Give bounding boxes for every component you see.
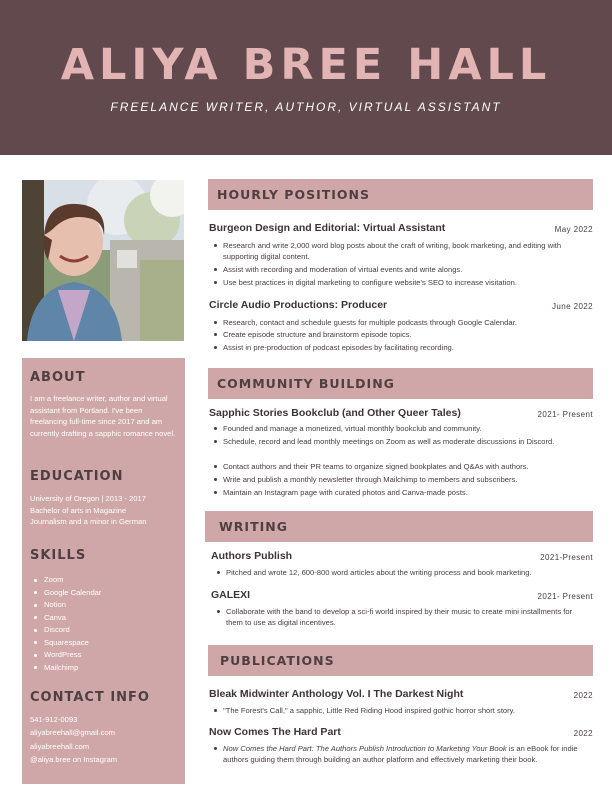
skill-item: Mailchimp [30,662,101,675]
job-bullet: Contact authors and their PR teams to organize signed bookplates and Q&As with authors. [223,461,589,472]
job-title: Now Comes The Hard Part [209,726,341,738]
tagline: FREELANCE WRITER, AUTHOR, VIRTUAL ASSISTANT [110,100,502,114]
job-title: Burgeon Design and Editorial: Virtual Assistant [209,222,446,234]
job-bullet: Write and publish a monthly newsletter through Mailchimp to members and subscribers. [223,474,589,485]
education-line: University of Oregon | 2013 - 2017 [30,494,146,503]
education-line: Journalism and a minor in German [30,517,147,527]
job-bullet: "The Forest's Call," a sapphic, Little Red Riding Hood inspired gothic horror short story. [223,705,589,716]
contact-website[interactable]: aliyabreehall.com [30,741,90,751]
job-bullet: Maintain an Instagram page with curated photos and Canva-made posts. [223,487,589,498]
job-bullet: Schedule, record and lead monthly meetings on Zoom as well as moderate discussions in Discord. [223,436,589,447]
skills-heading: SKILLS [30,548,87,563]
section-hourly-positions [208,179,593,210]
job-bullet [223,743,585,765]
book-description: is an eBook for indie authors guiding them through building an author platform and effectively marketing their book. [223,744,578,765]
job-date: 2022 [573,729,593,738]
section-community-building [208,368,593,399]
contact-heading: CONTACT INFO [30,690,150,705]
section-publications [208,645,593,676]
contact-email[interactable]: aliyabreehall@gmail.com [30,728,115,738]
skill-item: Notion [30,599,101,612]
job-date: 2021-Present [540,553,593,562]
job-bullet: Pitched and wrote 12, 600-800 word articles about the writing process and book marketing. [226,567,580,578]
job-title: GALEXI [211,589,251,601]
sidebar [22,358,185,784]
section-title: HOURLY POSITIONS [217,187,370,202]
job-bullet: Use best practices in digital marketing to configure website's SEO to increase visitation. [223,277,589,288]
name-title: ALIYA BREE HALL [60,40,552,90]
job-title: Sapphic Stories Bookclub (and Other Queer Tales) [209,407,461,419]
section-title: WRITING [219,519,288,534]
profile-photo [22,180,184,341]
header-banner [0,0,612,155]
skill-item: Squarespace [30,637,101,650]
skills-list [30,574,101,674]
section-title: PUBLICATIONS [220,653,335,668]
contact-instagram[interactable]: @aliya.bree on Instagram [30,755,118,765]
job-bullet: Research, contact and schedule guests for multiple podcasts through Google Calendar. [223,317,589,328]
job-title: Bleak Midwinter Anthology Vol. I The Darkest Night [209,688,464,700]
job-date: 2021- Present [537,410,593,419]
contact-info [30,713,178,767]
education-text [30,493,178,528]
section-writing [205,511,593,542]
about-text: I am a freelance writer, author and virtual assistant from Portland. I've been freelancing full-time since 2017 and am currently drafting a sapphic romance novel. [30,394,176,438]
job-date: 2022 [573,691,593,700]
skill-item: WordPress [30,649,101,662]
skill-item: Google Calendar [30,587,101,600]
job-date: May 2022 [554,225,593,234]
job-bullet: Collaborate with the band to develop a sci-fi world inspired by their music to create mini installments for them to use as digital incentives. [226,606,586,628]
contact-phone[interactable]: 541-912-0093 [30,715,78,724]
job-bullet: Assist in pre-production of podcast episodes by facilitating recording. [223,342,589,353]
book-title: Now Comes the Hard Part: The Authors Publish Introduction to Marketing Your Book [223,744,507,753]
job-title: Circle Audio Productions: Producer [209,299,388,311]
skill-item: Discord [30,624,101,637]
skill-item: Canva [30,612,101,625]
about-heading: ABOUT [30,370,86,385]
education-line: Bachelor of arts in Magazine [30,505,127,515]
education-heading: EDUCATION [30,469,124,484]
job-date: June 2022 [552,302,593,311]
job-bullet: Research and write 2,000 word blog posts about the craft of writing, book marketing, and editing with supporting digital content. [223,240,589,262]
job-bullet: Create episode structure and brainstorm episode topics. [223,329,589,340]
job-bullet: Founded and manage a monetized, virtual monthly bookclub and community. [223,423,589,434]
skill-item: Zoom [30,574,101,587]
job-date: 2021- Present [537,592,593,601]
job-title: Authors Publish [211,550,293,562]
job-bullet: Assist with recording and moderation of virtual events and write alongs. [223,264,589,275]
section-title: COMMUNITY BUILDING [217,376,395,391]
